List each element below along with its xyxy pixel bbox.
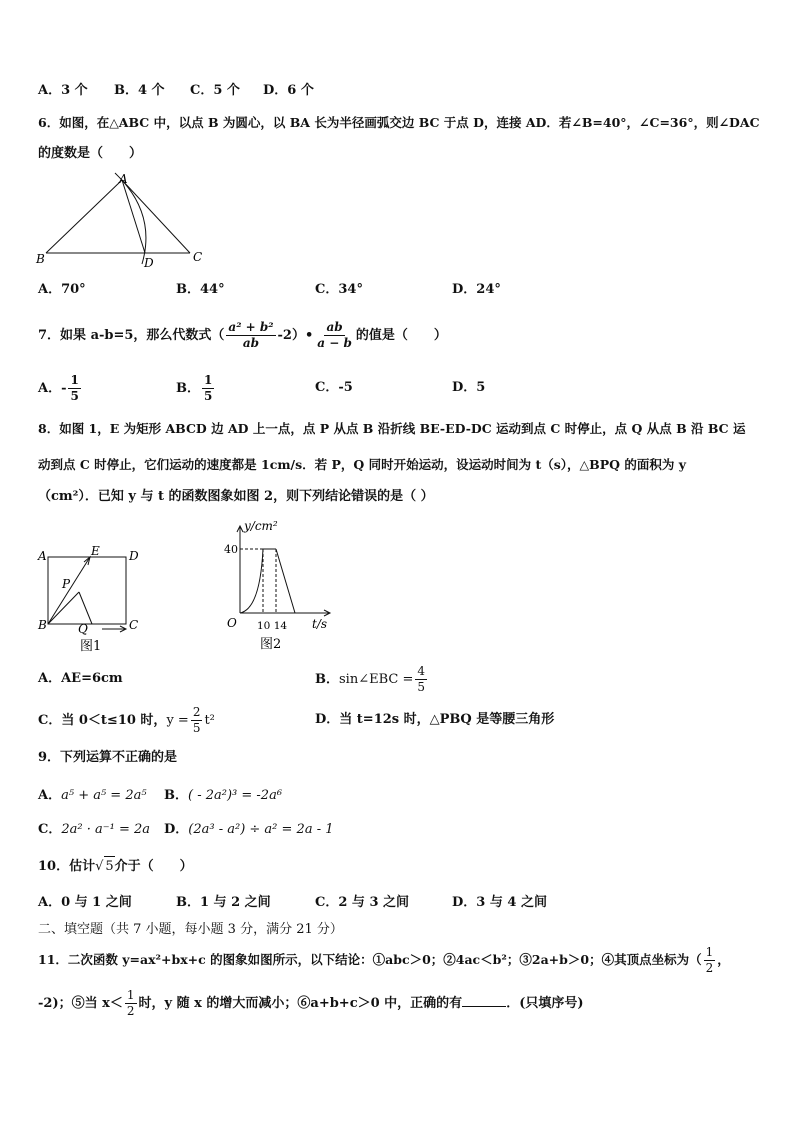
q7-option-b-label: B．: [176, 381, 200, 396]
q7-fraction-2-den: a − b: [317, 336, 352, 350]
q7-option-a-label: A．-: [38, 381, 67, 396]
q11-line2-fraction: [125, 988, 137, 1019]
q8-option-c-fraction: [191, 705, 203, 736]
fig1-label-c: C: [129, 618, 139, 632]
q7-fraction-1-num: a² + b²: [228, 320, 274, 334]
q7-fraction-2-num: ab: [326, 320, 343, 334]
q6-triangle-figure: [30, 168, 210, 270]
q9-option-d[interactable]: [164, 820, 334, 840]
q8-option-b-label: B．: [315, 672, 339, 687]
q8-option-c[interactable]: [38, 705, 215, 736]
q7-suffix: 的值是（ ）: [355, 328, 447, 343]
q9-option-a-label: A．: [38, 788, 62, 803]
q7-stem: [38, 320, 447, 351]
q10-radicand: 5: [104, 856, 114, 877]
q11-line1-end: ，: [717, 952, 730, 967]
q9-stem: 9．下列运算不正确的是: [38, 750, 178, 765]
fig1-label-q: Q: [78, 622, 88, 636]
fig1-label-p: P: [62, 577, 71, 591]
q9-option-b[interactable]: [164, 786, 282, 806]
q8-stem-line3: （cm²）．已知 y 与 t 的函数图象如图 2，则下列结论错误的是（ ）: [38, 489, 434, 504]
q7-option-b-num: 1: [204, 373, 213, 387]
q8-option-a[interactable]: A．AE=6cm: [38, 671, 123, 686]
q9-option-c-expr: 2a² · a⁻¹ = 2a: [61, 822, 150, 837]
q7-option-b-den: 5: [204, 389, 213, 403]
q8-option-c-expr2: t²: [204, 713, 215, 728]
q6-label-d: D: [144, 256, 154, 270]
q9-option-c-label: C．: [38, 822, 62, 837]
q7-prefix: 7．如果 a-b=5，那么代数式（: [38, 328, 225, 343]
q8-stem-line2: 动到点 C 时停止，它们运动的速度都是 1cm/s．若 P，Q 同时开始运动，设运动时间为 t（s），△BPQ 的面积为 y: [38, 457, 686, 472]
q5-option-b[interactable]: B．4 个: [114, 83, 165, 98]
q11-line1-num: 1: [705, 945, 714, 959]
q10-option-c[interactable]: C．2 与 3 之间: [315, 895, 410, 910]
q6-label-a: A: [119, 172, 128, 186]
q6-option-b[interactable]: B．44°: [176, 282, 225, 297]
q7-option-a-den: 5: [70, 389, 79, 403]
fig2-origin: O: [227, 616, 237, 630]
q11-line1-den: 2: [705, 961, 714, 975]
q8-option-b[interactable]: [315, 664, 429, 695]
q7-option-d[interactable]: D．5: [452, 380, 486, 395]
q8-option-c-num: 2: [192, 705, 201, 719]
q7-fraction-1-den: ab: [242, 336, 260, 350]
q8-option-b-fraction: [415, 664, 427, 695]
q10-option-d[interactable]: D．3 与 4 之间: [452, 895, 547, 910]
q9-option-b-label: B．: [164, 788, 188, 803]
q7-option-b[interactable]: [176, 373, 216, 404]
q8-figure-1: [34, 540, 154, 656]
q9-option-c[interactable]: [38, 820, 150, 840]
fig1-label-b: B: [38, 618, 47, 632]
fig1-caption: 图1: [80, 639, 102, 654]
q7-option-a-num: 1: [70, 373, 79, 387]
q11-stem-line1: [38, 945, 730, 976]
q11-line1-text: 11．二次函数 y=ax²+bx+c 的图象如图所示，以下结论：①abc＞0；②4ac＜b²；③2a+b＞0；④其顶点坐标为（: [38, 952, 702, 967]
q9-option-d-label: D．: [164, 822, 189, 837]
fig1-label-d: D: [129, 549, 139, 563]
q10-stem: 10．估计√ 5介于（ ）: [38, 856, 193, 877]
q7-option-c[interactable]: C．-5: [315, 380, 353, 395]
q6-label-c: C: [193, 250, 203, 264]
q5-option-d[interactable]: D．6 个: [263, 83, 314, 98]
fig2-caption: 图2: [260, 637, 282, 652]
q11-line2-num: 1: [126, 988, 135, 1002]
q8-option-b-den: 5: [417, 680, 425, 694]
q8-option-d[interactable]: D．当 t=12s 时，△PBQ 是等腰三角形: [315, 712, 555, 727]
q11-answer-blank[interactable]: [462, 992, 506, 1007]
q11-line2-c: ．(只填序号): [506, 996, 584, 1011]
fig1-label-e: E: [91, 544, 100, 558]
fig2-xticks: 10 14: [257, 620, 288, 632]
q8-option-c-den: 5: [192, 721, 201, 735]
q7-option-b-fraction: [202, 373, 214, 404]
q6-stem-line1: 6．如图，在△ABC 中，以点 B 为圆心，以 BA 长为半径画弧交边 BC 于点 D，连接 AD．若∠B=40°，∠C=36°，则∠DAC: [38, 115, 760, 130]
fig2-tick-40: 40: [224, 543, 238, 556]
q7-fraction-2: [315, 320, 354, 351]
q11-line2-a: -2)；⑤当 x＜: [38, 996, 123, 1011]
q6-option-c[interactable]: C．34°: [315, 282, 363, 297]
q11-line2-den: 2: [126, 1004, 135, 1018]
q8-option-c-expr1: y =: [166, 713, 189, 728]
q11-line2-b: 时，y 随 x 的增大而减小；⑥a+b+c＞0 中，正确的有: [138, 996, 463, 1011]
q8-option-b-expr: sin∠EBC =: [339, 672, 414, 687]
q10-option-b[interactable]: B．1 与 2 之间: [176, 895, 271, 910]
section-2-heading: 二、填空题（共 7 小题，每小题 3 分，满分 21 分）: [38, 922, 343, 937]
q6-option-d[interactable]: D．24°: [452, 282, 501, 297]
q8-stem-line1: 8．如图 1，E 为矩形 ABCD 边 AD 上一点，点 P 从点 B 沿折线 BE-ED-DC 运动到点 C 时停止，点 Q 从点 B 沿 BC 运: [38, 421, 746, 436]
q10-option-a[interactable]: A．0 与 1 之间: [38, 895, 132, 910]
q6-stem-line2: 的度数是（ ）: [38, 146, 143, 161]
q5-option-c[interactable]: C．5 个: [190, 83, 240, 98]
q6-label-b: B: [36, 252, 45, 266]
q11-stem-line2: [38, 988, 584, 1019]
q5-option-a[interactable]: A．3 个: [38, 83, 88, 98]
q10-prefix: 10．估计: [38, 859, 96, 874]
q11-line1-fraction: [704, 945, 716, 976]
q9-option-a-expr: a⁵ + a⁵ = 2a⁵: [61, 788, 147, 803]
fig2-xlabel: t/s: [312, 617, 328, 631]
q7-option-a[interactable]: [38, 373, 83, 404]
q7-option-a-fraction: [68, 373, 80, 404]
q7-fraction-1: [226, 320, 275, 351]
fig2-ylabel: y/cm²: [244, 519, 278, 533]
q8-figure-2: [222, 516, 342, 656]
fig1-label-a: A: [38, 549, 47, 563]
q9-option-d-expr: (2a³ - a²) ÷ a² = 2a - 1: [188, 822, 334, 837]
q9-option-a[interactable]: [38, 786, 147, 806]
q9-option-b-expr: ( - 2a²)³ = -2a⁶: [188, 788, 283, 803]
q10-suffix: 介于（ ）: [114, 859, 193, 874]
q8-option-c-label: C．当 0＜t≤10 时，: [38, 713, 167, 728]
q7-mid: -2）•: [277, 328, 314, 343]
q6-option-a[interactable]: A．70°: [38, 282, 86, 297]
q8-option-b-num: 4: [417, 664, 425, 678]
